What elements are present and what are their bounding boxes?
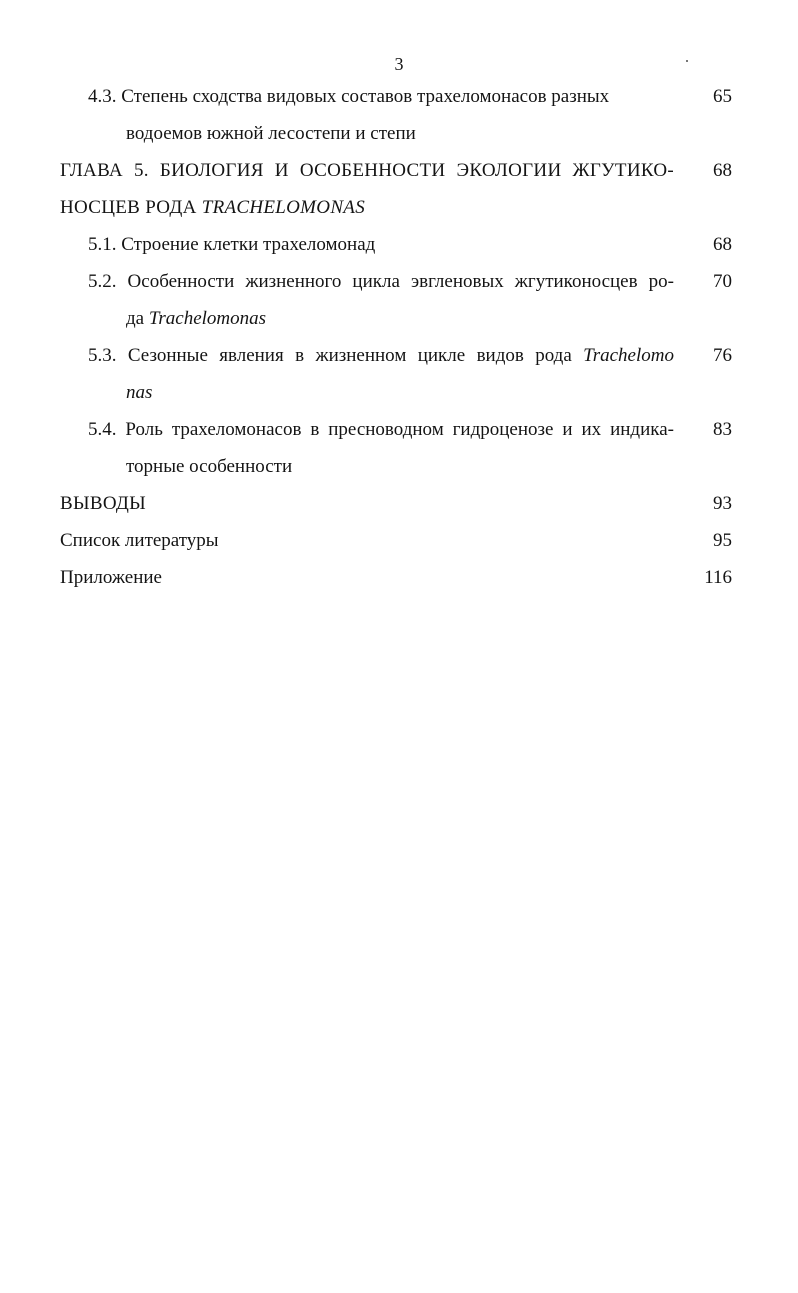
- toc-conclusions-page: 93: [713, 493, 732, 514]
- toc-appendix-page: 116: [704, 567, 732, 588]
- toc-word: гидроценозе: [452, 419, 554, 440]
- toc-entry-4-3-line1: 4.3. Степень сходства видовых составов трахеломонасов разных: [88, 86, 610, 107]
- toc-word: жгутиконосцев: [514, 271, 638, 292]
- toc-chapter-5-line2: [60, 196, 365, 220]
- toc-word: цикле: [417, 345, 466, 366]
- toc-word: явления: [219, 345, 284, 366]
- toc-word: их: [581, 419, 602, 440]
- toc-word: в: [310, 419, 320, 440]
- toc-entry-5-2-line2-text: да: [126, 308, 149, 329]
- toc-word: ОСОБЕННОСТИ: [299, 160, 446, 181]
- toc-appendix: Приложение: [60, 567, 162, 588]
- toc-word: жизненного: [245, 271, 342, 292]
- toc-chapter-5-line2-text: НОСЦЕВ РОДА: [60, 197, 202, 218]
- toc-word: 5.3.: [88, 345, 117, 366]
- toc-word: Сезонные: [127, 345, 208, 366]
- scan-speck: [686, 60, 688, 62]
- toc-word: в: [295, 345, 305, 366]
- toc-word: И: [274, 160, 289, 181]
- toc-word: видов: [476, 345, 524, 366]
- toc-word: Роль: [125, 419, 163, 440]
- toc-chapter-5-genus: TRACHELOMONAS: [201, 197, 365, 218]
- toc-word: БИОЛОГИЯ: [159, 160, 264, 181]
- toc-word: эвгленовых: [410, 271, 504, 292]
- toc-literature: Список литературы: [60, 530, 219, 551]
- toc-entry-5-1-page: 68: [713, 234, 732, 255]
- toc-entry-5-1: 5.1. Строение клетки трахеломонад: [88, 234, 376, 255]
- toc-word: ГЛАВА: [60, 160, 123, 181]
- toc-entry-5-3-genus-part1: Trachelomo: [583, 345, 674, 366]
- toc-word: ро-: [648, 271, 674, 292]
- toc-word: и: [562, 419, 573, 440]
- toc-word: 5.: [133, 160, 149, 181]
- toc-entry-4-3-page: 65: [713, 86, 732, 107]
- toc-word: ЖГУТИКО-: [572, 160, 674, 181]
- toc-word: ЭКОЛОГИИ: [456, 160, 562, 181]
- toc-word: цикла: [352, 271, 400, 292]
- toc-entry-5-2-line2: [126, 307, 266, 331]
- toc-entry-5-2-line1: [88, 270, 674, 294]
- toc-entry-5-4-page: 83: [713, 419, 732, 440]
- toc-word: рода: [535, 345, 572, 366]
- toc-word: жизненном: [315, 345, 407, 366]
- toc-word: 5.4.: [88, 419, 117, 440]
- toc-word: пресноводном: [328, 419, 444, 440]
- toc-chapter-5-page: 68: [713, 160, 732, 181]
- toc-literature-page: 95: [713, 530, 732, 551]
- toc-entry-5-3-line2: [126, 381, 152, 405]
- toc-entry-5-3-genus-part2: nas: [126, 382, 153, 403]
- toc-entry-5-2-page: 70: [713, 271, 732, 292]
- toc-chapter-5-line1: [60, 159, 674, 183]
- toc-entry-5-3-line1: [88, 344, 674, 368]
- toc-word: Особенности: [127, 271, 235, 292]
- toc-conclusions: ВЫВОДЫ: [60, 493, 147, 514]
- toc-word: трахеломонасов: [171, 419, 302, 440]
- toc-entry-4-3-line2: водоемов южной лесостепи и степи: [126, 123, 416, 144]
- toc-word: индика-: [610, 419, 674, 440]
- page-number: 3: [394, 54, 404, 74]
- toc-entry-5-2-genus: Trachelomonas: [148, 308, 267, 329]
- toc-entry-5-3-page: 76: [713, 345, 732, 366]
- toc-entry-5-4-line2: торные особенности: [126, 456, 293, 477]
- toc-word: 5.2.: [88, 271, 117, 292]
- toc-entry-5-4-line1: [88, 418, 674, 442]
